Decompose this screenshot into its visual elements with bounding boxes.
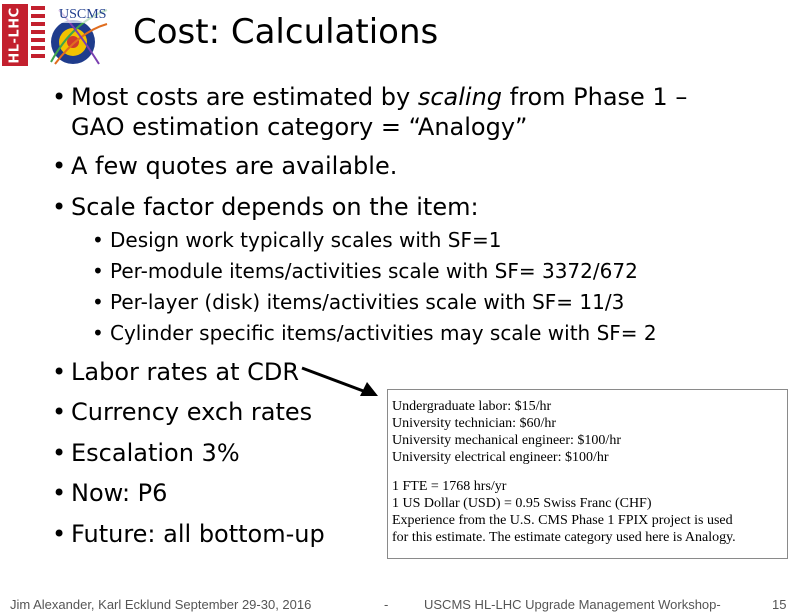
bullet-2-text: A few quotes are available. xyxy=(71,152,398,180)
sub-bullet-dot: • xyxy=(92,228,104,252)
sub-bullet-text: Per-module items/activities scale with SF= 3372/672 xyxy=(110,259,638,283)
detail-line: for this estimate. The estimate category used here is Analogy. xyxy=(392,530,736,545)
bullet-dot: • xyxy=(52,193,67,221)
sub-bullet-dot: • xyxy=(92,321,104,345)
lower-bullet-text: Currency exch rates xyxy=(71,398,313,426)
bullet-dot: • xyxy=(52,83,67,111)
rate-line: University mechanical engineer: $100/hr xyxy=(392,433,621,448)
footer-event: USCMS HL-LHC Upgrade Management Workshop- xyxy=(424,597,721,612)
bullet-dot: • xyxy=(52,439,67,467)
sub-bullet-dot: • xyxy=(92,259,104,283)
footer-authors: Jim Alexander, Karl Ecklund September 29-30, 2016 xyxy=(10,597,312,612)
sub-bullet-text: Cylinder specific items/activities may scale with SF= 2 xyxy=(110,321,657,345)
detail-line: 1 FTE = 1768 hrs/yr xyxy=(392,479,507,494)
labor-rates-box xyxy=(387,389,788,559)
sub-bullet-text: Per-layer (disk) items/activities scale with SF= 11/3 xyxy=(110,290,625,314)
page-number: 15 xyxy=(772,597,787,612)
rate-line: Undergraduate labor: $15/hr xyxy=(392,399,552,414)
lower-bullet-text: Now: P6 xyxy=(71,479,168,507)
lower-bullet-text: Labor rates at CDR xyxy=(71,358,300,386)
rate-line: University technician: $60/hr xyxy=(392,416,557,431)
sub-bullet-dot: • xyxy=(92,290,104,314)
bullet-dot: • xyxy=(52,152,67,180)
footer-separator: - xyxy=(384,597,389,612)
detail-line: Experience from the U.S. CMS Phase 1 FPIX project is used xyxy=(392,513,733,528)
detail-line: 1 US Dollar (USD) = 0.95 Swiss Franc (CHF) xyxy=(392,496,652,511)
spacer xyxy=(392,466,783,478)
bullet-dot: • xyxy=(52,358,67,386)
bullet-dot: • xyxy=(52,479,67,507)
hl-lhc-logo-text: HL-LHC xyxy=(7,6,23,64)
slide-title: Cost: Calculations xyxy=(133,12,439,52)
bullet-dot: • xyxy=(52,398,67,426)
lower-bullet-text: Escalation 3% xyxy=(71,439,240,467)
sub-bullet-text: Design work typically scales with SF=1 xyxy=(110,228,502,252)
uscms-logo-text: USCMS xyxy=(59,7,107,22)
arrow-icon xyxy=(300,360,380,400)
rate-line: University electrical engineer: $100/hr xyxy=(392,450,609,465)
hl-lhc-logo xyxy=(2,4,28,66)
bullet-1-line2: GAO estimation category = “Analogy” xyxy=(71,113,528,141)
bullet-1-line1: Most costs are estimated by scaling from Phase 1 – xyxy=(71,83,688,111)
bullet-3-text: Scale factor depends on the item: xyxy=(71,193,479,221)
uscms-logo xyxy=(29,2,109,66)
bullet-dot: • xyxy=(52,520,67,548)
lower-bullet-text: Future: all bottom-up xyxy=(71,520,325,548)
